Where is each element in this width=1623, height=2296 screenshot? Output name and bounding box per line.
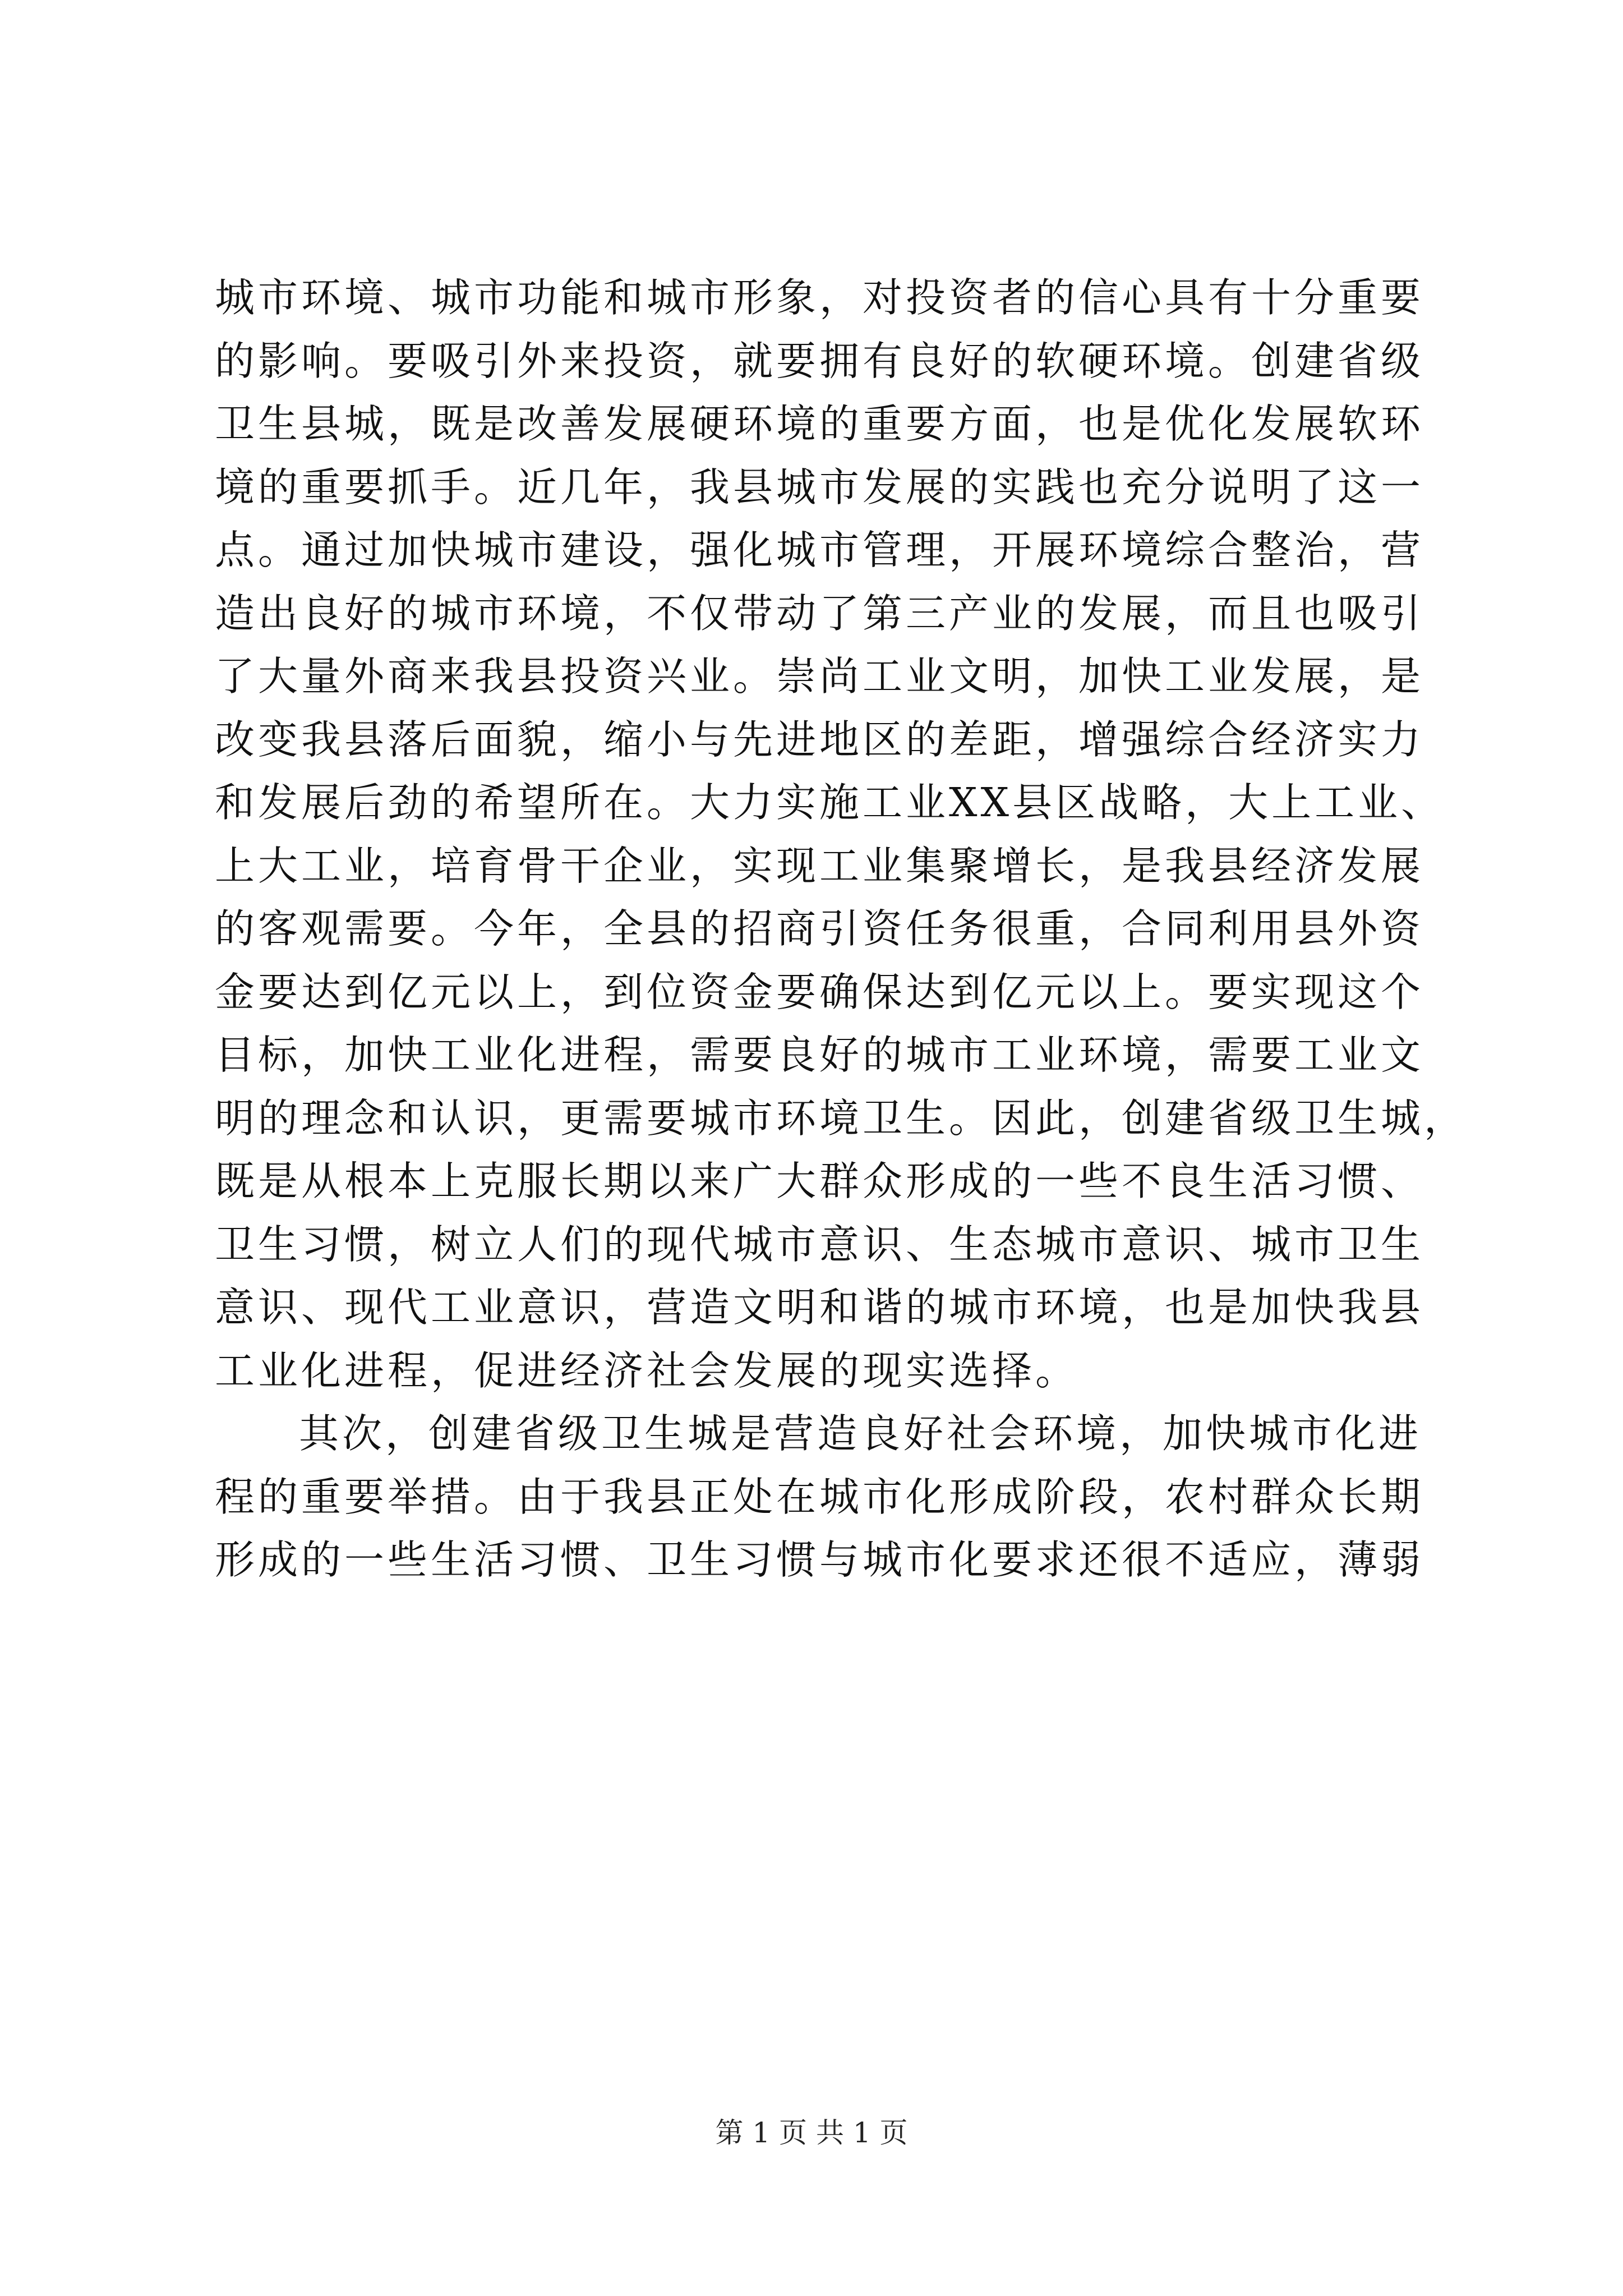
text-line: 造出良好的城市环境，不仅带动了第三产业的发展，而且也吸引 [215,590,1424,637]
text-line: 工业化进程，促进经济社会发展的现实选择。 [215,1347,1079,1394]
text-line: 既是从根本上克服长期以来广大群众形成的一些不良生活习惯、 [215,1158,1424,1204]
document-body [215,266,1468,1592]
text-line: 点。通过加快城市建设，强化城市管理，开展环境综合整治，营 [215,527,1424,573]
text-line: 境的重要抓手。近几年，我县城市发展的实践也充分说明了这一 [215,463,1424,510]
text-line: 了大量外商来我县投资兴业。崇尚工业文明，加快工业发展，是 [215,653,1424,700]
text-line: 卫生习惯，树立人们的现代城市意识、生态城市意识、城市卫生 [215,1221,1424,1268]
text-line: 目标，加快工业化进程，需要良好的城市工业环境，需要工业文 [215,1032,1424,1078]
text-line: 形成的一些生活习惯、卫生习惯与城市化要求还很不适应，薄弱 [215,1536,1424,1583]
text-line: 程的重要举措。由于我县正处在城市化形成阶段，农村群众长期 [215,1473,1424,1520]
text-line: 卫生县城，既是改善发展硬环境的重要方面，也是优化发展软环 [215,401,1424,447]
text-line: 改变我县落后面貌，缩小与先进地区的差距，增强综合经济实力 [215,716,1424,763]
text-line: 明的理念和认识，更需要城市环境卫生。因此，创建省级卫生城， [215,1094,1468,1142]
text-line: 金要达到亿元以上，到位资金要确保达到亿元以上。要实现这个 [215,968,1424,1015]
text-line: 上大工业，培育骨干企业，实现工业集聚增长，是我县经济发展 [215,842,1424,889]
text-line: 和发展后劲的希望所在。大力实施工业XX县区战略，大上工业、 [215,779,1445,826]
paragraph-start-line: 其次，创建省级卫生城是营造良好社会环境，加快城市化进 [299,1410,1422,1457]
text-line: 意识、现代工业意识，营造文明和谐的城市环境，也是加快我县 [215,1284,1424,1331]
page-number-label: 第 1 页 共 1 页 [715,2116,908,2149]
text-line: 城市环境、城市功能和城市形象，对投资者的信心具有十分重要 [215,274,1424,321]
page-footer [0,2116,1623,2150]
text-line: 的影响。要吸引外来投资，就要拥有良好的软硬环境。创建省级 [215,337,1424,384]
text-line: 的客观需要。今年，全县的招商引资任务很重，合同利用县外资 [215,905,1424,952]
